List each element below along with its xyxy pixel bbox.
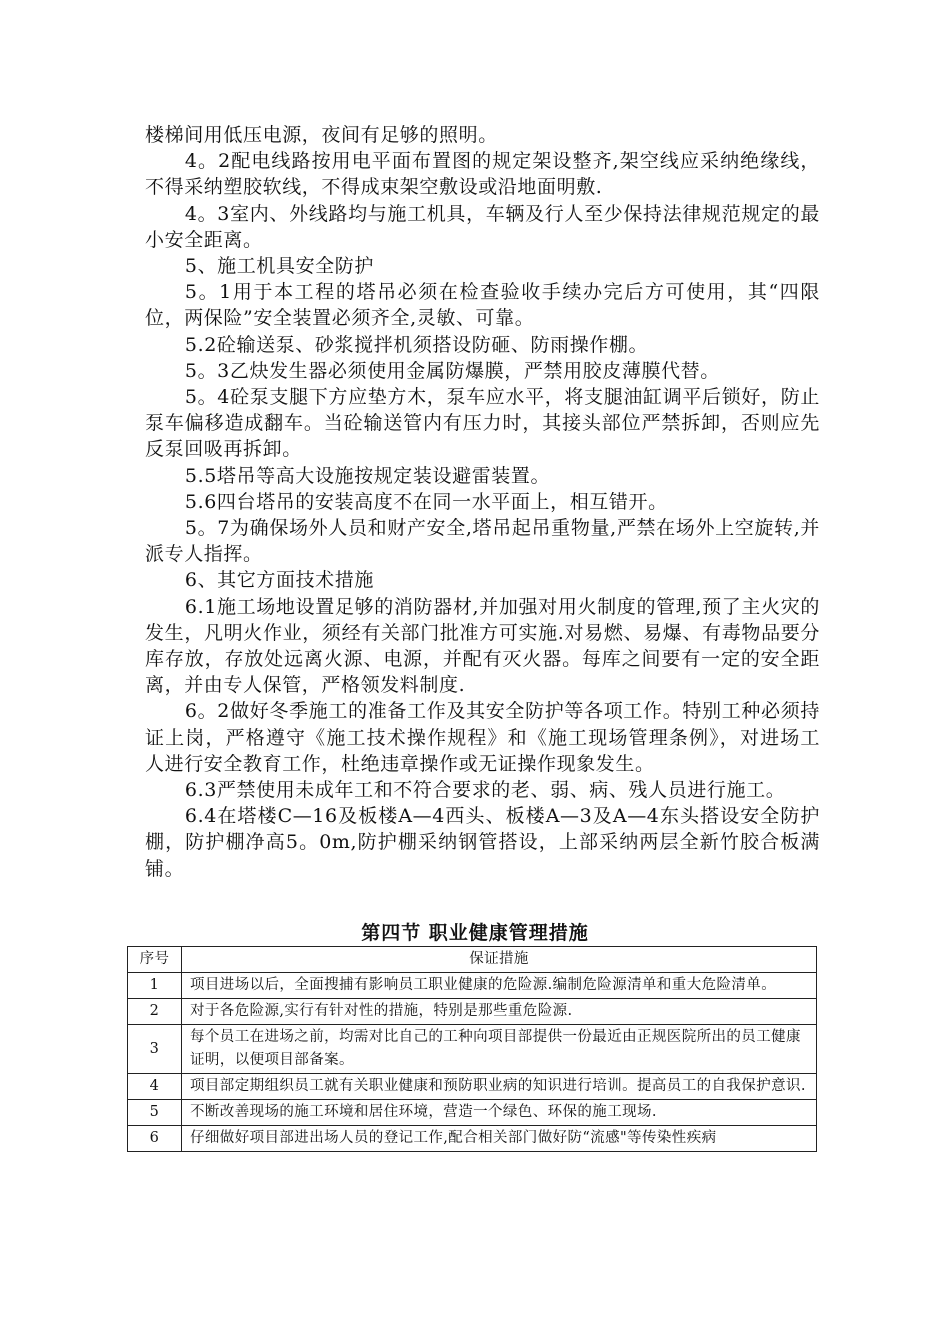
row-measure: 对于各危险源,实行有针对性的措施，特别是那些重危险源.: [182, 999, 817, 1025]
table-row: [128, 1100, 817, 1126]
paragraph: 6。2做好冬季施工的准备工作及其安全防护等各项工作。特别工种必须持证上岗，严格遵守《施工技术操作规程》和《施工现场管理条例》，对进场工人进行安全教育工作，杜绝违章操作或无证操作现象发生。: [145, 700, 820, 775]
table-row: [128, 1126, 817, 1152]
row-number: 1: [128, 973, 182, 999]
table-row: [128, 1074, 817, 1100]
table-row: [128, 1025, 817, 1074]
body-text: [145, 122, 820, 882]
paragraph: 6.3严禁使用未成年工和不符合要求的老、弱、病、残人员进行施工。: [184, 779, 786, 802]
row-number: 3: [128, 1025, 182, 1074]
paragraph: 5.2砼输送泵、砂浆搅拌机须搭设防砸、防雨操作棚。: [184, 333, 649, 356]
row-measure: 每个员工在进场之前，均需对比自己的工种向项目部提供一份最近由正规医院所出的员工健康证明，以便项目部备案。: [182, 1025, 817, 1074]
row-number: 2: [128, 999, 182, 1025]
health-measures-table: [127, 946, 817, 1152]
paragraph: 4。2配电线路按用电平面布置图的规定架设整齐,架空线应采纳绝缘线，不得采纳塑胶软线，不得成束架空敷设或沿地面明敷.: [145, 150, 820, 199]
paragraph: 5.5塔吊等高大设施按规定装设避雷装置。: [184, 464, 551, 487]
row-number: 6: [128, 1126, 182, 1152]
paragraph: 4。3室内、外线路均与施工机具，车辆及行人至少保持法律规范规定的最小安全距离。: [145, 202, 820, 251]
column-header-measures: 保证措施: [182, 947, 817, 973]
paragraph: 5。1用于本工程的塔吊必须在检查验收手续办完后方可使用，其“四限位，两保险”安全装置必须齐全,灵敏、可靠。: [145, 281, 820, 330]
column-header-number: 序号: [128, 947, 182, 973]
section-title: 第四节 职业健康管理措施: [361, 922, 589, 944]
paragraph: 5。3乙炔发生器必须使用金属防爆膜，严禁用胶皮薄膜代替。: [184, 359, 720, 382]
row-measure: 不断改善现场的施工环境和居住环境，营造一个绿色、环保的施工现场.: [182, 1100, 817, 1126]
table-row: [128, 999, 817, 1025]
row-number: 5: [128, 1100, 182, 1126]
paragraph: 楼梯间用低压电源，夜间有足够的照明。: [145, 124, 498, 146]
table-row: [128, 973, 817, 999]
table-header-row: [128, 947, 817, 973]
paragraph: 6.4在塔楼C—16及板楼A—4西头、板楼A—3及A—4东头搭设安全防护棚，防护棚净高5。0m,防护棚采纳钢管搭设，上部采纳两层全新竹胶合板满铺。: [145, 805, 820, 880]
paragraph: 5。4砼泵支腿下方应垫方木，泵车应水平，将支腿油缸调平后锁好，防止泵车偏移造成翻车。当砼输送管内有压力时，其接头部位严禁拆卸，否则应先反泵回吸再拆卸。: [145, 386, 820, 461]
section-heading: 5、施工机具安全防护: [184, 255, 374, 278]
paragraph: 6.1施工场地设置足够的消防器材,并加强对用火制度的管理,预了主火灾的发生，凡明火作业，须经有关部门批准方可实施.对易燃、易爆、有毒物品要分库存放，存放处远离火源、电源，并配有灭火器。每库之间要有一定的安全距离，并由专人保管，严格领发料制度.: [145, 595, 820, 697]
paragraph: 5。7为确保场外人员和财产安全,塔吊起吊重物量,严禁在场外上空旋转,并派专人指挥。: [145, 517, 821, 566]
row-measure: 项目部定期组织员工就有关职业健康和预防职业病的知识进行培训。提高员工的自我保护意识.: [182, 1074, 817, 1100]
row-number: 4: [128, 1074, 182, 1100]
section-heading: 6、其它方面技术措施: [184, 569, 374, 592]
paragraph: 5.6四台塔吊的安装高度不在同一水平面上，相互错开。: [184, 490, 668, 513]
row-measure: 项目进场以后，全面搜捕有影响员工职业健康的危险源.编制危险源清单和重大危险清单。: [182, 973, 817, 999]
row-measure: 仔细做好项目部进出场人员的登记工作,配合相关部门做好防“流感"等传染性疾病: [182, 1126, 817, 1152]
